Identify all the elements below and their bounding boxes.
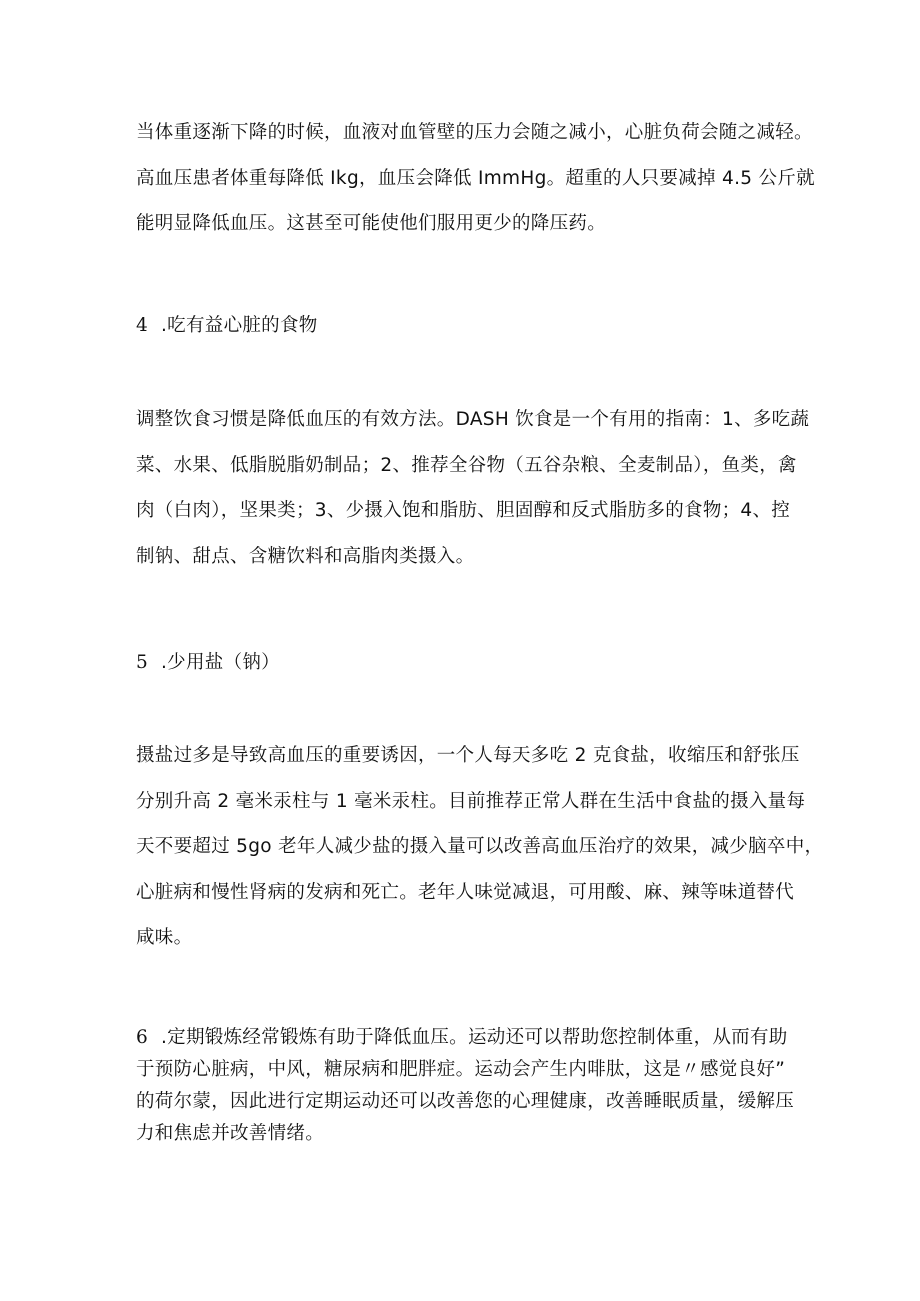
text-line: 力和焦虑并改善情绪。: [136, 1123, 325, 1144]
text-line: 制钠、甜点、含糖饮料和高脂肉类摄入。: [136, 545, 475, 567]
paragraph-salt-intake: [136, 733, 824, 961]
section-heading-4: [136, 311, 318, 341]
section-heading-5: [136, 648, 280, 678]
section-number: 5: [136, 652, 149, 673]
text-line: [136, 1022, 796, 1054]
section-number: 4: [136, 315, 149, 336]
text-line: 调整饮食习惯是降低血压的有效方法。DASH 饮食是一个有用的指南：1、多吃蔬: [136, 409, 810, 430]
text-line: 摄盐过多是导致高血压的重要诱因，一个人每天多吃 2 克食盐，收缩压和舒张压: [136, 745, 800, 766]
paragraph-exercise: [136, 1022, 796, 1150]
text-line: 菜、水果、低脂脱脂奶制品；2、推荐全谷物（五谷杂粮、全麦制品），鱼类，禽: [136, 454, 797, 476]
paragraph-dash-diet: [136, 397, 810, 579]
text-line: 当体重逐渐下降的时候，血液对血管壁的压力会随之减小，心脏负荷会随之减轻。: [136, 122, 813, 143]
section-number: 6: [136, 1027, 149, 1048]
text-line: 于预防心脏病，中风，糖尿病和肥胖症。运动会产生内啡肽，这是〃感觉良好”: [136, 1059, 786, 1080]
text-line: 咸味。: [136, 927, 193, 948]
section-title: .少用盐（钠）: [161, 652, 280, 673]
text-line: 心脏病和慢性肾病的发病和死亡。老年人味觉减退，可用酸、麻、辣等味道替代: [136, 881, 795, 903]
text-line: 天不要超过 5go 老年人减少盐的摄入量可以改善高血压治疗的效果，减少脑卒中，: [136, 836, 824, 857]
text-line: 能明显降低血压。这甚至可能使他们服用更少的降压药。: [136, 213, 607, 234]
text-line: 肉（白肉），坚果类；3、少摄入饱和脂肪、胆固醇和反式脂肪多的食物；4、控: [136, 500, 791, 521]
text-line: 高血压患者体重每降低 Ikg，血压会降低 ImmHg。超重的人只要减掉 4.5 公斤就: [136, 167, 815, 189]
section-title: .吃有益心脏的食物: [161, 315, 318, 336]
text-line: 分别升高 2 毫米汞柱与 1 毫米汞柱。目前推荐正常人群在生活中食盐的摄入量每: [136, 790, 806, 812]
text-span: .定期锻炼经常锻炼有助于降低血压。运动还可以帮助您控制体重，从而有助: [161, 1027, 788, 1048]
text-line: 的荷尔蒙，因此进行定期运动还可以改善您的心理健康，改善睡眠质量，缓解压: [136, 1091, 795, 1112]
paragraph-weight-loss: [136, 110, 815, 247]
